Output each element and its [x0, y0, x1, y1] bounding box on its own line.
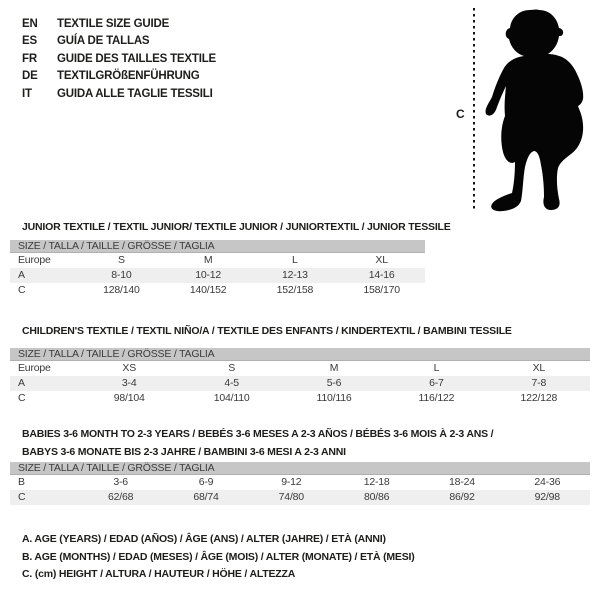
table-cell: 4-5	[224, 377, 239, 389]
table-row	[10, 490, 590, 505]
row-label: A	[18, 269, 25, 281]
children-size-table	[10, 348, 590, 406]
footnote-age-months: B. AGE (MONTHS) / EDAD (MESES) / ÂGE (MOIS) / ALTER (MONATE) / ETÀ (MESI)	[22, 550, 415, 563]
language-row	[22, 86, 216, 103]
table-cell: 12-13	[281, 269, 308, 281]
section-title-children: CHILDREN'S TEXTILE / TEXTIL NIÑO/A / TEXTILE DES ENFANTS / KINDERTEXTIL / BAMBINI TESSILE	[22, 325, 512, 337]
table-cell: 18-24	[449, 476, 475, 488]
table-cell: L	[292, 254, 298, 266]
language-code: IT	[22, 87, 32, 100]
height-dotted-line	[473, 8, 475, 212]
table-cell: 9-12	[281, 476, 302, 488]
table-cell: 3-6	[113, 476, 128, 488]
language-title: GUIDE DES TAILLES TEXTILE	[57, 52, 216, 65]
row-label: Europe	[18, 254, 51, 266]
footnote-age-years: A. AGE (YEARS) / EDAD (AÑOS) / ÂGE (ANS) / ALTER (JAHRE) / ETÀ (ANNI)	[22, 533, 386, 545]
table-cell: 128/140	[103, 284, 140, 296]
row-label: C	[18, 491, 26, 503]
language-title: TEXTILE SIZE GUIDE	[57, 18, 170, 30]
height-measure-label: C	[456, 107, 465, 121]
table-cell: 86/92	[449, 491, 475, 503]
table-cell: 158/170	[363, 284, 400, 296]
table-cell: 3-4	[121, 377, 137, 389]
table-cell: 104/110	[213, 392, 250, 404]
section-title-babies-line2: BABYS 3-6 MONATE BIS 2-3 JAHRE / BAMBINI 3-6 MESI A 2-3 ANNI	[22, 445, 346, 458]
table-cell: L	[433, 362, 440, 374]
language-code: ES	[22, 35, 37, 48]
table-cell: 140/152	[189, 284, 227, 296]
table-cell: 10-12	[195, 269, 222, 281]
language-title: TEXTILGRÖßENFÜHRUNG	[57, 70, 200, 83]
table-cell: S	[117, 254, 125, 266]
table-row	[10, 283, 425, 298]
table-cell: 5-6	[326, 377, 342, 389]
babies-size-table	[10, 462, 590, 505]
table-rows	[10, 475, 590, 505]
table-cell: 92/98	[534, 491, 560, 503]
table-cell: 110/116	[316, 392, 352, 404]
baby-silhouette-icon	[482, 4, 600, 216]
table-cell: 24-36	[534, 476, 561, 488]
size-header-bar: SIZE / TALLA / TAILLE / GRÖSSE / TAGLIA	[10, 240, 425, 253]
table-cell: 14-16	[368, 269, 395, 281]
table-cell: XL	[375, 254, 388, 266]
table-cell: XL	[532, 362, 546, 374]
size-header-bar: SIZE / TALLA / TAILLE / GRÖSSE / TAGLIA	[10, 348, 590, 361]
row-label: Europe	[18, 362, 51, 374]
table-row	[10, 376, 590, 391]
table-cell: 152/158	[276, 284, 314, 296]
table-rows	[10, 253, 425, 298]
language-row	[22, 33, 216, 50]
table-row	[10, 268, 425, 283]
language-code: DE	[22, 70, 38, 83]
table-row	[10, 475, 590, 490]
language-row	[22, 51, 216, 68]
table-cell: XS	[122, 362, 136, 374]
table-cell: 68/74	[193, 491, 219, 503]
table-rows	[10, 361, 590, 406]
junior-size-table	[10, 240, 425, 298]
row-label: C	[18, 392, 26, 404]
table-cell: 6-9	[198, 476, 214, 488]
table-cell: 62/68	[108, 491, 134, 503]
row-label: B	[18, 476, 25, 488]
footnote-height: C. (cm) HEIGHT / ALTURA / HAUTEUR / HÖHE / ALTEZZA	[22, 568, 296, 581]
language-list	[22, 16, 216, 103]
size-header-bar: SIZE / TALLA / TAILLE / GRÖSSE / TAGLIA	[10, 462, 590, 475]
table-row	[10, 391, 590, 406]
table-cell: 6-7	[429, 377, 444, 389]
table-cell: 8-10	[111, 269, 132, 281]
table-cell: S	[228, 362, 236, 374]
table-cell: 122/128	[520, 392, 558, 404]
table-cell: 12-18	[363, 476, 390, 488]
table-cell: 80/86	[364, 491, 390, 503]
language-title: GUÍA DE TALLAS	[57, 35, 150, 48]
table-cell: 116/122	[418, 392, 455, 404]
section-title-babies-line1: BABIES 3-6 MONTH TO 2-3 YEARS / BEBÉS 3-6 MESES A 2-3 AÑOS / BÉBÉS 3-6 MOIS À 2-3 ANS /	[22, 428, 494, 440]
language-code: FR	[22, 52, 37, 65]
section-title-babies	[22, 426, 582, 461]
table-cell: 7-8	[531, 377, 547, 389]
row-label: C	[18, 284, 26, 296]
legend-footnotes	[22, 531, 415, 584]
table-cell: M	[329, 362, 339, 374]
table-cell: 98/104	[113, 392, 145, 404]
table-cell: 74/80	[278, 491, 304, 503]
table-cell: M	[203, 254, 213, 266]
table-row	[10, 361, 590, 376]
language-row	[22, 16, 216, 33]
section-title-junior: JUNIOR TEXTILE / TEXTIL JUNIOR/ TEXTILE JUNIOR / JUNIORTEXTIL / JUNIOR TESSILE	[22, 221, 451, 233]
row-label: A	[18, 377, 25, 389]
language-title: GUIDA ALLE TAGLIE TESSILI	[57, 87, 213, 100]
language-row	[22, 68, 216, 85]
language-code: EN	[22, 18, 38, 30]
table-row	[10, 253, 425, 268]
